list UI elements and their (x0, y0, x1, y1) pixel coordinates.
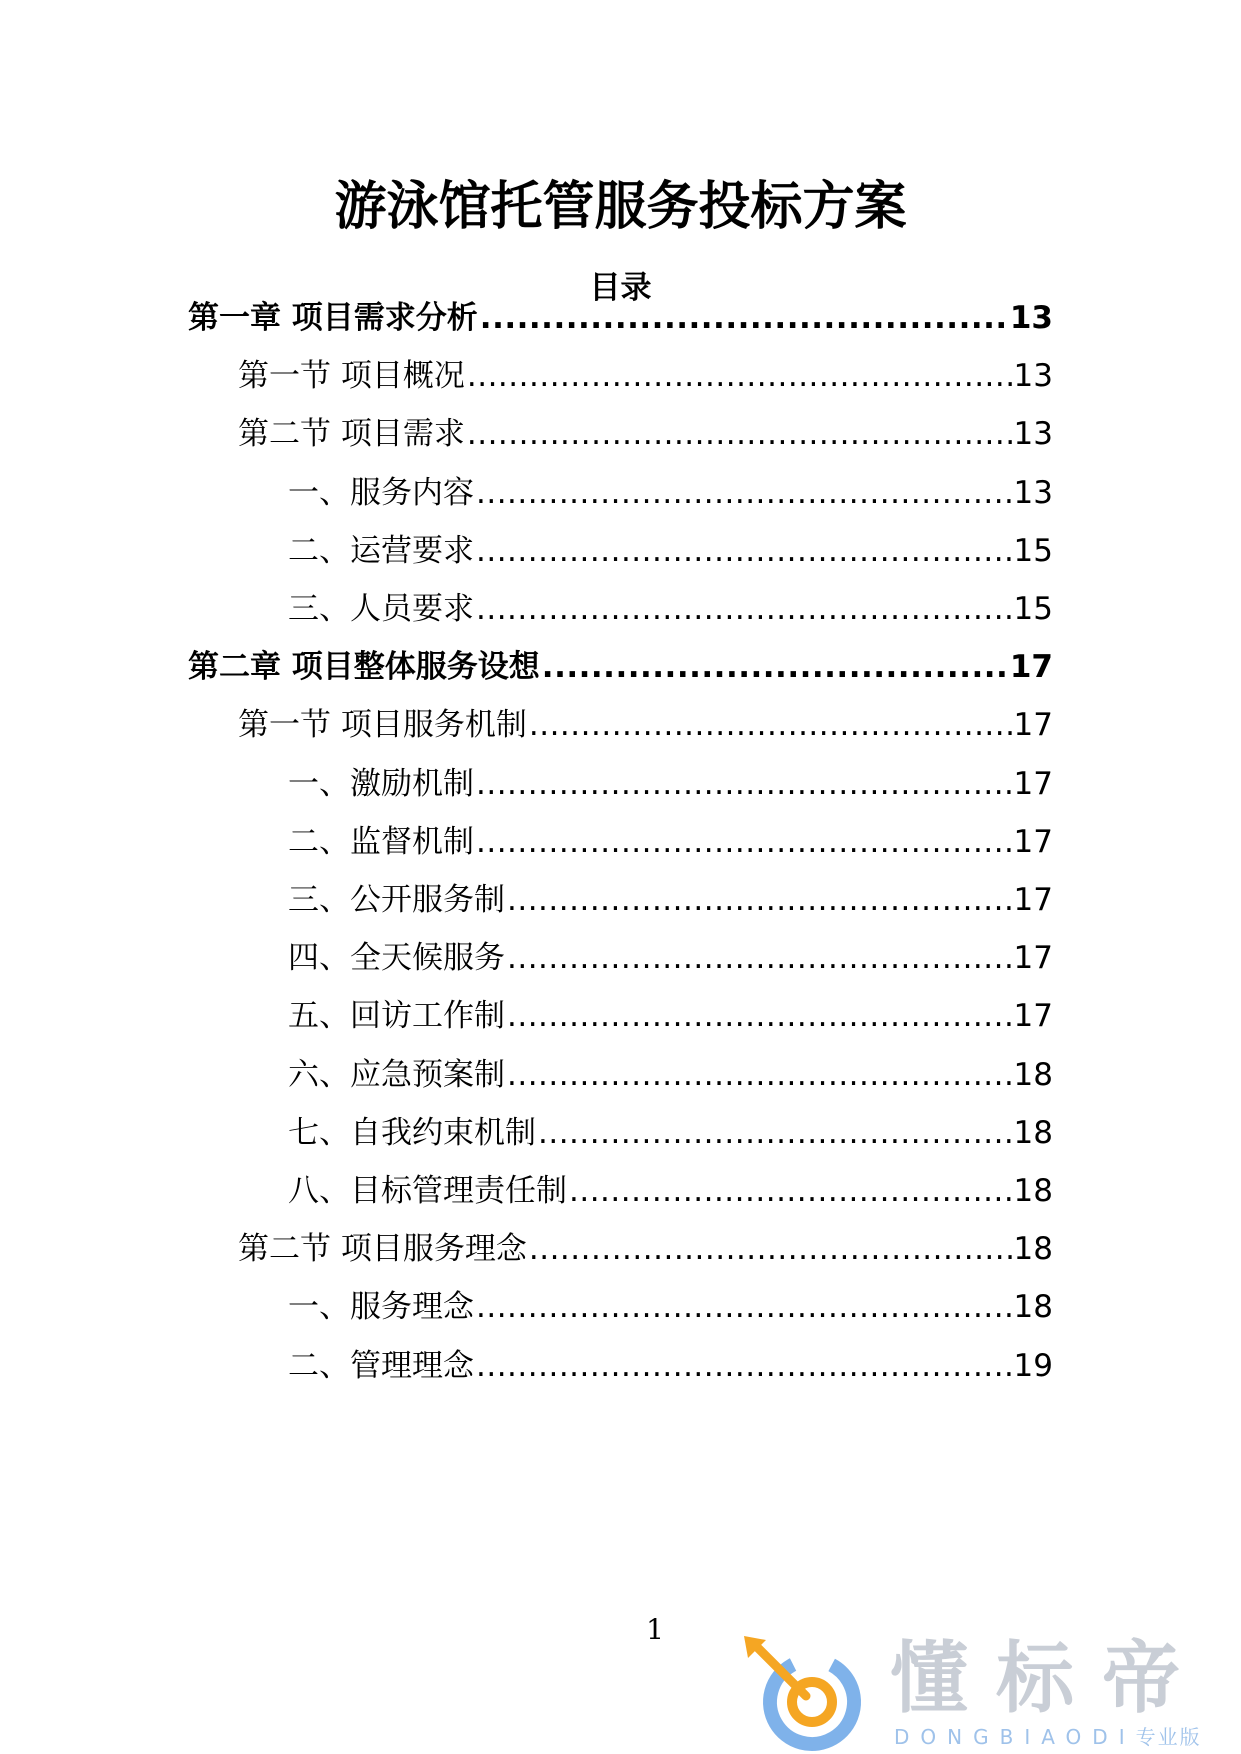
toc-entry[interactable] (238, 354, 1053, 398)
toc-entry-title: 三、人员要求 (288, 591, 474, 627)
toc-dot-leader (507, 936, 1012, 980)
toc-entry[interactable] (288, 529, 1053, 573)
toc-entry[interactable] (238, 412, 1053, 456)
toc-entry-title: 第二章 项目整体服务设想 (188, 649, 540, 685)
toc-entry[interactable] (238, 703, 1053, 747)
toc-dot-leader (569, 1169, 1012, 1213)
toc-entry-page: 15 (1013, 591, 1053, 627)
toc-entry-title: 第一节 项目概况 (238, 358, 465, 394)
toc-entry[interactable] (288, 1169, 1053, 1213)
toc-entry[interactable] (238, 1227, 1053, 1271)
toc-entry-page: 13 (1013, 416, 1053, 452)
toc-dot-leader (467, 412, 1012, 456)
toc-entry-title: 第一章 项目需求分析 (188, 300, 478, 336)
toc-entry[interactable] (288, 936, 1053, 980)
toc-dot-leader (507, 1053, 1012, 1097)
toc-entry[interactable] (288, 762, 1053, 806)
toc-entry-page: 13 (1009, 300, 1053, 336)
toc-entry[interactable] (288, 471, 1053, 515)
toc-entry-page: 18 (1013, 1289, 1053, 1325)
toc-entry-page: 17 (1013, 940, 1053, 976)
watermark (740, 1632, 1240, 1754)
toc-entry[interactable] (288, 1285, 1053, 1329)
toc-dot-leader (538, 1111, 1012, 1155)
toc-entry-page: 19 (1013, 1348, 1053, 1384)
toc-entry[interactable] (188, 296, 1053, 340)
toc-entry-title: 八、目标管理责任制 (288, 1173, 567, 1209)
toc-dot-leader (507, 994, 1012, 1038)
toc-entry-title: 三、公开服务制 (288, 882, 505, 918)
toc-entry-page: 17 (1013, 707, 1053, 743)
toc-entry[interactable] (288, 1111, 1053, 1155)
toc-entry-page: 15 (1013, 533, 1053, 569)
toc-entry-page: 17 (1013, 824, 1053, 860)
toc-entry-page: 13 (1013, 358, 1053, 394)
toc-entry[interactable] (288, 994, 1053, 1038)
toc-entry[interactable] (288, 820, 1053, 864)
toc-entry-page: 18 (1013, 1115, 1053, 1151)
toc-entry-page: 13 (1013, 475, 1053, 511)
toc-entry-title: 一、服务内容 (288, 475, 474, 511)
toc-entry-page: 17 (1013, 882, 1053, 918)
toc-dot-leader (542, 645, 1008, 689)
toc-dot-leader (476, 1344, 1012, 1388)
toc-entry-title: 二、监督机制 (288, 824, 474, 860)
target-arrow-icon (740, 1632, 870, 1754)
toc-entry-title: 二、管理理念 (288, 1348, 474, 1384)
toc-entry-page: 18 (1013, 1173, 1053, 1209)
toc-dot-leader (529, 1227, 1012, 1271)
toc-entry-title: 二、运营要求 (288, 533, 474, 569)
toc-dot-leader (467, 354, 1012, 398)
toc-entry-title: 一、激励机制 (288, 766, 474, 802)
watermark-brand: 懂标帝 (890, 1634, 1209, 1724)
watermark-edition: 专业版 (1135, 1725, 1202, 1749)
toc-heading: 目录 (589, 270, 652, 306)
toc-entry-title: 第一节 项目服务机制 (238, 707, 527, 743)
toc-entry-page: 17 (1013, 998, 1053, 1034)
toc-dot-leader (476, 587, 1012, 631)
toc-dot-leader (476, 1285, 1012, 1329)
page-number: 1 (646, 1613, 664, 1646)
watermark-pinyin (894, 1724, 1202, 1750)
toc-dot-leader (480, 296, 1008, 340)
toc-entry-page: 17 (1013, 766, 1053, 802)
toc-entry-page: 18 (1013, 1231, 1053, 1267)
toc-dot-leader (507, 878, 1012, 922)
toc-entry-title: 四、全天候服务 (288, 940, 505, 976)
toc-entry[interactable] (288, 1344, 1053, 1388)
toc-dot-leader (476, 529, 1012, 573)
toc-entry-title: 一、服务理念 (288, 1289, 474, 1325)
toc-entry[interactable] (288, 1053, 1053, 1097)
toc-entry[interactable] (288, 587, 1053, 631)
toc-entry-title: 五、回访工作制 (288, 998, 505, 1034)
toc-entry-title: 第二节 项目服务理念 (238, 1231, 527, 1267)
toc-entry-title: 第二节 项目需求 (238, 416, 465, 452)
toc-dot-leader (529, 703, 1012, 747)
watermark-pinyin-text: DONGBIAODI (894, 1725, 1136, 1749)
toc-entry-page: 17 (1009, 649, 1053, 685)
document-title: 游泳馆托管服务投标方案 (334, 177, 907, 237)
toc-dot-leader (476, 820, 1012, 864)
toc-entry[interactable] (188, 645, 1053, 689)
toc-dot-leader (476, 762, 1012, 806)
toc-entry-title: 七、自我约束机制 (288, 1115, 536, 1151)
toc-entry-title: 六、应急预案制 (288, 1057, 505, 1093)
toc-entry[interactable] (288, 878, 1053, 922)
toc-entry-page: 18 (1013, 1057, 1053, 1093)
toc-dot-leader (476, 471, 1012, 515)
